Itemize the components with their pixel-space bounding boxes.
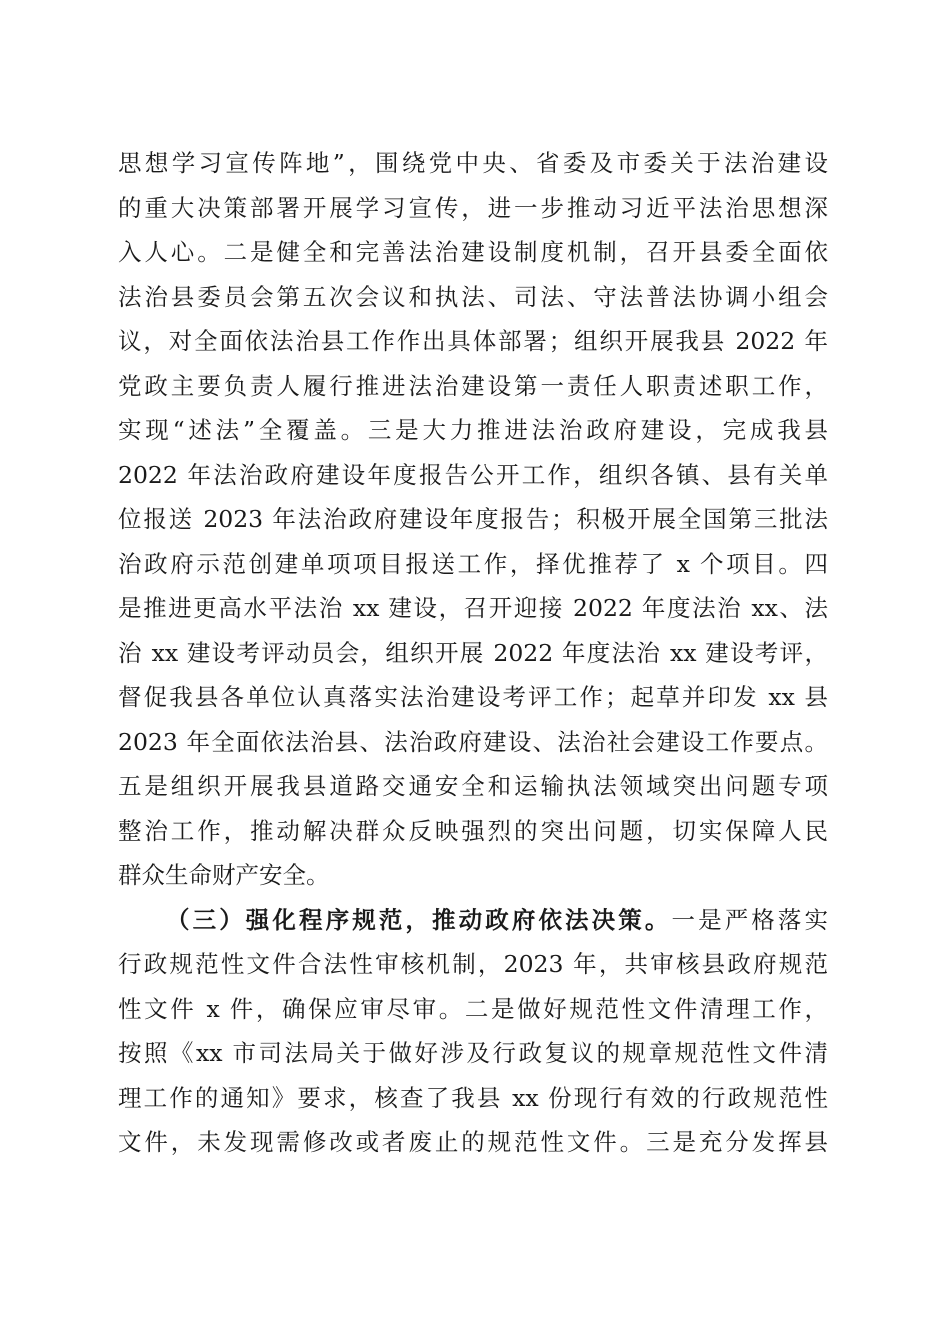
section-3-first-line: [118, 898, 828, 943]
text-line: 2022 年法治政府建设年度报告公开工作，组织各镇、县有关单: [118, 460, 828, 489]
text-line: 位报送 2023 年法治政府建设年度报告；积极开展全国第三批法: [118, 505, 828, 533]
text-line: 理工作的通知》要求，核查了我县 xx 份现行有效的行政规范性: [118, 1083, 828, 1112]
text-line: 治政府示范创建单项项目报送工作，择优推荐了 x 个项目。四: [118, 549, 828, 578]
text-line: 党政主要负责人履行推进法治建设第一责任人职责述职工作，: [118, 371, 828, 400]
text-line: 文件，未发现需修改或者废止的规范性文件。三是充分发挥县: [118, 1128, 828, 1156]
text-line: 群众生命财产安全。: [118, 861, 330, 889]
text-line: 议，对全面依法治县工作作出具体部署；组织开展我县 2022 年: [118, 327, 828, 355]
text-line: 思想学习宣传阵地”，围绕党中央、省委及市委关于法治建设: [118, 149, 828, 177]
text-line: 法治县委员会第五次会议和执法、司法、守法普法协调小组会: [118, 282, 828, 311]
text-line: 实现“述法”全覆盖。三是大力推进法治政府建设，完成我县: [118, 416, 828, 444]
text-line: 2023 年全面依法治县、法治政府建设、法治社会建设工作要点。: [118, 727, 828, 756]
text-line: 督促我县各单位认真落实法治建设考评工作；起草并印发 xx 县: [118, 683, 828, 711]
section-3-text: 一是严格落实: [671, 905, 829, 934]
text-line: 整治工作，推动解决群众反映强烈的突出问题，切实保障人民: [118, 816, 828, 845]
section-3-heading: （三）强化程序规范，推动政府依法决策。: [166, 905, 672, 934]
text-line: 性文件 x 件，确保应审尽审。二是做好规范性文件清理工作，: [118, 994, 828, 1023]
text-line: 五是组织开展我县道路交通安全和运输执法领域突出问题专项: [118, 772, 828, 800]
text-line: 行政规范性文件合法性审核机制，2023 年，共审核县政府规范: [118, 950, 828, 978]
text-line: 是推进更高水平法治 xx 建设，召开迎接 2022 年度法治 xx、法: [118, 594, 828, 622]
document-body: [118, 141, 828, 1165]
text-line: 入人心。二是健全和完善法治建设制度机制，召开县委全面依: [118, 238, 828, 266]
text-line: 治 xx 建设考评动员会，组织开展 2022 年度法治 xx 建设考评，: [118, 638, 828, 667]
text-line: 的重大决策部署开展学习宣传，进一步推动习近平法治思想深: [118, 193, 828, 222]
text-line: 按照《xx 市司法局关于做好涉及行政复议的规章规范性文件清: [118, 1039, 828, 1067]
